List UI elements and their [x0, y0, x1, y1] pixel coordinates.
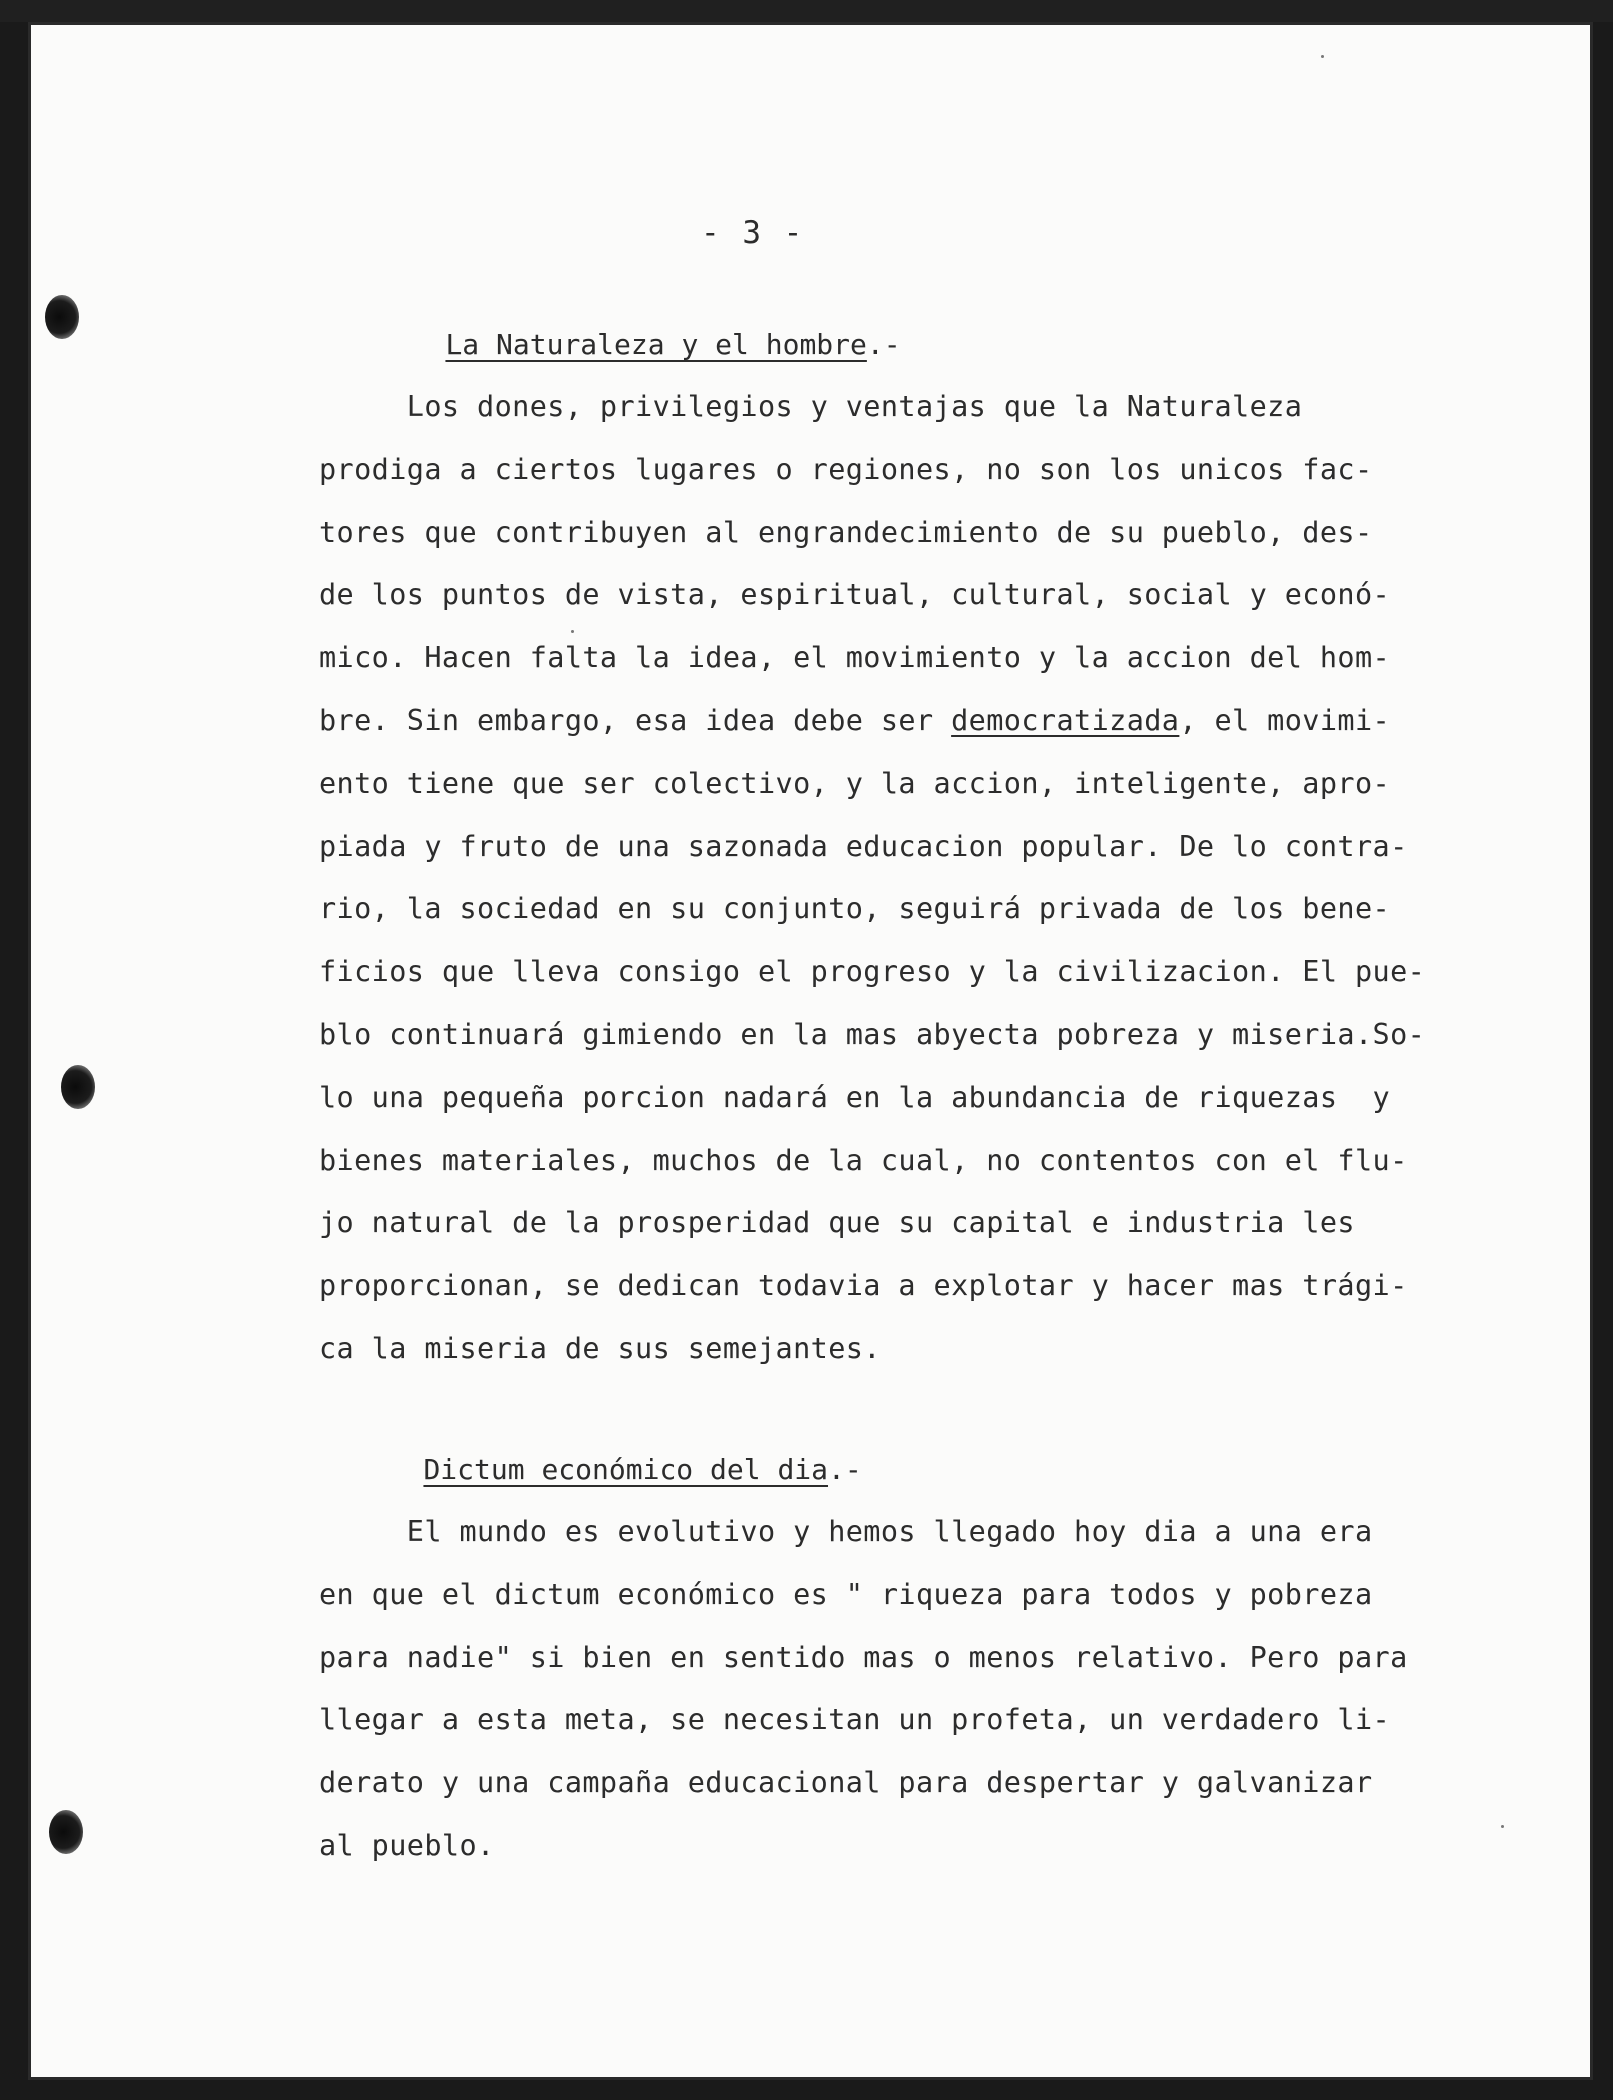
- section-heading-suffix: .-: [828, 1453, 862, 1486]
- paragraph-line: blo continuará gimiendo en la mas abyecta pobreza y miseria.So-: [319, 1017, 1426, 1051]
- punch-hole-bottom: [49, 1810, 83, 1854]
- paragraph-line-start: bre. Sin embargo, esa idea debe ser: [319, 703, 952, 737]
- paragraph-line: ento tiene que ser colectivo, y la accion, inteligente, apro-: [319, 766, 1391, 800]
- paragraph-line: prodiga a ciertos lugares o regiones, no son los unicos fac-: [319, 452, 1373, 486]
- paragraph-line: rio, la sociedad en su conjunto, seguirá privada de los bene-: [319, 892, 1391, 926]
- punch-hole-middle: [61, 1065, 95, 1109]
- underlined-word: democratizada: [951, 703, 1180, 737]
- paragraph-line: llegar a esta meta, se necesitan un profeta, un verdadero li-: [319, 1703, 1391, 1737]
- punch-hole-top: [45, 295, 79, 339]
- paragraph-line: ca la miseria de sus semejantes.: [319, 1331, 881, 1365]
- paragraph-line-end: , el movimi-: [1179, 703, 1391, 737]
- section-heading-text: La Naturaleza y el hombre: [445, 328, 867, 361]
- paragraph-line: piada y fruto de una sazonada educacion popular. De lo contra-: [319, 829, 1408, 863]
- paragraph-line: mico. Hacen falta la idea, el movimiento y la accion del hom-: [319, 641, 1391, 675]
- section-heading-text: Dictum económico del dia: [423, 1453, 829, 1486]
- scan-speck: [1321, 55, 1324, 58]
- paragraph-line: ficios que lleva consigo el progreso y la civilizacion. El pue-: [319, 955, 1426, 989]
- paragraph-line: tores que contribuyen al engrandecimiento de su pueblo, des-: [319, 515, 1373, 549]
- document-page: [28, 22, 1593, 2080]
- paragraph-line: proporcionan, se dedican todavia a explotar y hacer mas trági-: [319, 1269, 1408, 1303]
- paragraph-line: El mundo es evolutivo y hemos llegado hoy dia a una era: [319, 1515, 1373, 1548]
- paragraph-line: lo una pequeña porcion nadará en la abundancia de riquezas y: [319, 1080, 1391, 1114]
- paragraph-dictum: [319, 1501, 1519, 1878]
- section-heading-suffix: .-: [866, 328, 901, 361]
- paragraph-line: jo natural de la prosperidad que su capital e industria les: [319, 1206, 1355, 1240]
- paragraph-line: al pueblo.: [319, 1828, 495, 1862]
- paragraph-line: Los dones, privilegios y ventajas que la Naturaleza: [319, 390, 1303, 423]
- paragraph-line: para nadie" si bien en sentido mas o menos relativo. Pero para: [319, 1640, 1408, 1674]
- scan-border: [0, 0, 1613, 22]
- paragraph-line: bienes materiales, muchos de la cual, no contentos con el flu-: [319, 1143, 1408, 1177]
- paragraph-line: en que el dictum económico es " riqueza para todos y pobreza: [319, 1577, 1373, 1611]
- paragraph-line: derato y una campaña educacional para despertar y galvanizar: [319, 1766, 1373, 1800]
- paragraph-line: de los puntos de vista, espiritual, cultural, social y econó-: [319, 578, 1391, 612]
- paragraph-line: [319, 690, 1519, 753]
- paragraph-naturaleza: [319, 376, 1519, 1381]
- page-number: - 3 -: [701, 215, 805, 251]
